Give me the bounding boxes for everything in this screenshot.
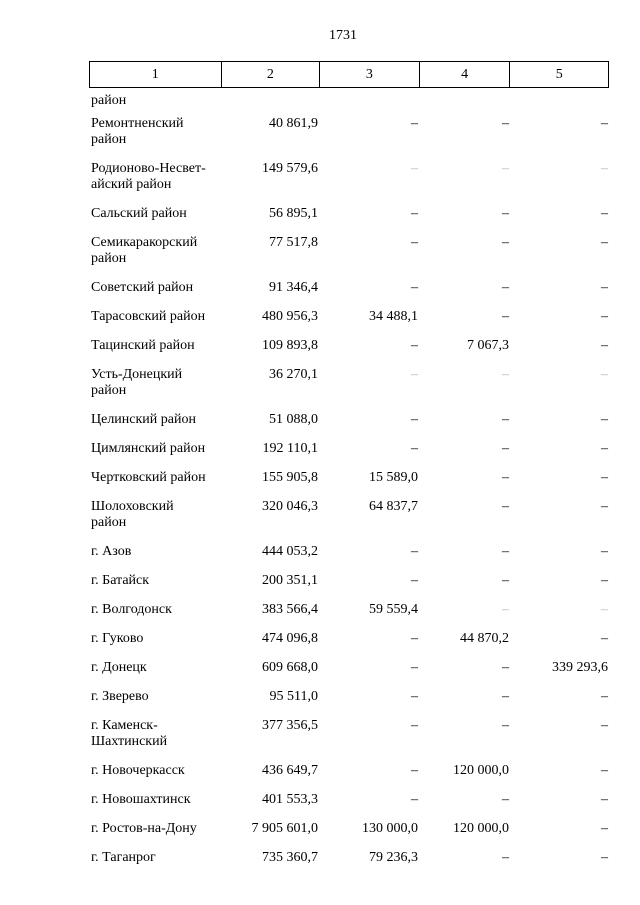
value-col-5: 339 293,6	[552, 660, 608, 675]
territory-name-line: Советский район	[91, 280, 194, 295]
territory-name-line: г. Батайск	[91, 573, 150, 588]
value-col-3: 34 488,1	[369, 309, 418, 324]
column-header-3: 3	[319, 62, 419, 87]
table-row	[89, 278, 609, 307]
value-col-3: –	[411, 631, 418, 646]
value-col-4: –	[502, 367, 509, 382]
territory-name-line: айский район	[91, 177, 172, 192]
territory-name-line: район	[91, 132, 127, 147]
value-col-5: –	[601, 470, 608, 485]
territory-name	[89, 850, 220, 877]
value-col-4: –	[502, 235, 509, 250]
value-col-4: –	[502, 850, 509, 865]
value-col-2: 320 046,3	[262, 499, 318, 514]
table-row	[89, 790, 609, 819]
value-col-2: 40 861,9	[269, 116, 318, 131]
value-col-5: –	[601, 441, 608, 456]
value-col-5: –	[601, 499, 608, 514]
table-row	[89, 571, 609, 600]
page-number: 1731	[329, 28, 357, 43]
value-col-4: –	[502, 573, 509, 588]
territory-name-line: Тарасовский район	[91, 309, 206, 324]
value-col-2: 609 668,0	[262, 660, 318, 675]
continuation-text: район	[91, 93, 127, 108]
value-col-5: –	[601, 338, 608, 353]
value-col-2: 149 579,6	[262, 161, 318, 176]
territory-name	[89, 602, 220, 629]
table-row	[89, 848, 609, 877]
table-row	[89, 687, 609, 716]
value-col-5: –	[601, 763, 608, 778]
table-row	[89, 159, 609, 204]
territory-name	[89, 792, 220, 819]
value-col-5: –	[601, 544, 608, 559]
territory-name-line: г. Каменск-	[91, 718, 158, 733]
value-col-5: –	[601, 631, 608, 646]
value-col-4: –	[502, 116, 509, 131]
table-row	[89, 114, 609, 159]
territory-name	[89, 338, 220, 365]
value-col-3: –	[411, 367, 418, 382]
value-col-3: –	[411, 412, 418, 427]
territory-name-line: Целинский район	[91, 412, 196, 427]
territory-name	[89, 441, 220, 468]
territory-name-line: Усть-Донецкий	[91, 367, 183, 382]
territory-name	[89, 660, 220, 687]
table-row	[89, 204, 609, 233]
value-col-4: 7 067,3	[467, 338, 509, 353]
value-col-4: –	[502, 441, 509, 456]
value-col-3: 59 559,4	[369, 602, 418, 617]
budget-table	[89, 61, 609, 877]
value-col-2: 200 351,1	[262, 573, 318, 588]
territory-name	[89, 631, 220, 658]
territory-name-line: г. Азов	[91, 544, 132, 559]
column-header-2: 2	[221, 62, 320, 87]
value-col-3: 79 236,3	[369, 850, 418, 865]
value-col-2: 155 905,8	[262, 470, 318, 485]
value-col-2: 401 553,3	[262, 792, 318, 807]
territory-name-line: Сальский район	[91, 206, 187, 221]
territory-name-line: район	[91, 251, 127, 266]
table-row	[89, 716, 609, 761]
table-row	[89, 307, 609, 336]
value-col-2: 377 356,5	[262, 718, 318, 733]
territory-name	[89, 309, 220, 336]
value-col-2: 735 360,7	[262, 850, 318, 865]
value-col-5: –	[601, 573, 608, 588]
table-row	[89, 600, 609, 629]
territory-name	[89, 116, 220, 159]
territory-name	[89, 470, 220, 497]
territory-name-line: Цимлянский район	[91, 441, 206, 456]
value-col-3: –	[411, 660, 418, 675]
territory-name-line: Чертковский район	[91, 470, 206, 485]
value-col-2: 91 346,4	[269, 280, 318, 295]
value-col-4: 44 870,2	[460, 631, 509, 646]
table-row	[89, 336, 609, 365]
value-col-3: 15 589,0	[369, 470, 418, 485]
value-col-5: –	[601, 602, 608, 617]
value-col-2: 474 096,8	[262, 631, 318, 646]
table-row	[89, 410, 609, 439]
value-col-5: –	[601, 280, 608, 295]
value-col-4: –	[502, 718, 509, 733]
value-col-4: –	[502, 280, 509, 295]
value-col-4: –	[502, 602, 509, 617]
value-col-3: –	[411, 441, 418, 456]
territory-name-line: Шолоховский	[91, 499, 174, 514]
value-col-3: 64 837,7	[369, 499, 418, 514]
value-col-3: –	[411, 573, 418, 588]
value-col-4: 120 000,0	[453, 821, 509, 836]
value-col-4: –	[502, 544, 509, 559]
value-col-4: –	[502, 660, 509, 675]
table-header	[89, 61, 609, 88]
value-col-5: –	[601, 367, 608, 382]
continuation-row	[89, 88, 609, 114]
column-header-1: 1	[151, 66, 159, 82]
territory-name	[89, 206, 220, 233]
value-col-4: –	[502, 161, 509, 176]
value-col-5: –	[601, 718, 608, 733]
table-row	[89, 761, 609, 790]
value-col-2: 436 649,7	[262, 763, 318, 778]
territory-name	[89, 573, 220, 600]
territory-name	[89, 412, 220, 439]
territory-name-line: г. Зверево	[91, 689, 149, 704]
value-col-2: 95 511,0	[269, 689, 318, 704]
territory-name-line: Ремонтненский	[91, 116, 184, 131]
territory-name-line: г. Ростов-на-Дону	[91, 821, 197, 836]
value-col-5: –	[601, 309, 608, 324]
territory-name-line: район	[91, 383, 127, 398]
table-row	[89, 819, 609, 848]
value-col-5: –	[601, 850, 608, 865]
value-col-5: –	[601, 689, 608, 704]
value-col-3: –	[411, 718, 418, 733]
value-col-2: 444 053,2	[262, 544, 318, 559]
value-col-2: 36 270,1	[269, 367, 318, 382]
value-col-4: –	[502, 470, 509, 485]
value-col-5: –	[601, 821, 608, 836]
value-col-4: –	[502, 412, 509, 427]
territory-name-line: Семикаракорский	[91, 235, 198, 250]
territory-name-line: г. Таганрог	[91, 850, 156, 865]
value-col-5: –	[601, 235, 608, 250]
territory-name	[89, 499, 220, 542]
territory-name	[89, 763, 220, 790]
territory-name-line: район	[91, 515, 127, 530]
value-col-3: –	[411, 280, 418, 295]
table-row	[89, 658, 609, 687]
value-col-4: –	[502, 206, 509, 221]
table-row	[89, 233, 609, 278]
table-row	[89, 439, 609, 468]
value-col-5: –	[601, 792, 608, 807]
territory-name-line: Тацинский район	[91, 338, 195, 353]
territory-name	[89, 235, 220, 278]
value-col-3: –	[411, 161, 418, 176]
territory-name-line: г. Донецк	[91, 660, 147, 675]
territory-name-line: Родионово-Несвет-	[91, 161, 206, 176]
territory-name-line: Шахтинский	[91, 734, 168, 749]
table-body	[89, 114, 609, 877]
territory-name	[89, 367, 220, 410]
value-col-3: –	[411, 689, 418, 704]
territory-name	[89, 161, 220, 204]
value-col-4: 120 000,0	[453, 763, 509, 778]
value-col-3: –	[411, 235, 418, 250]
table-row	[89, 629, 609, 658]
value-col-3: –	[411, 338, 418, 353]
value-col-3: 130 000,0	[362, 821, 418, 836]
value-col-2: 192 110,1	[262, 441, 318, 456]
column-header-4: 4	[419, 62, 510, 87]
value-col-5: –	[601, 161, 608, 176]
value-col-2: 51 088,0	[269, 412, 318, 427]
value-col-4: –	[502, 309, 509, 324]
territory-name	[89, 544, 220, 571]
territory-name-line: г. Новочеркасск	[91, 763, 185, 778]
value-col-3: –	[411, 544, 418, 559]
table-row	[89, 542, 609, 571]
table-row	[89, 497, 609, 542]
value-col-2: 480 956,3	[262, 309, 318, 324]
value-col-4: –	[502, 689, 509, 704]
territory-name	[89, 280, 220, 307]
territory-name-line: г. Гуково	[91, 631, 144, 646]
value-col-4: –	[502, 499, 509, 514]
value-col-3: –	[411, 116, 418, 131]
value-col-5: –	[601, 116, 608, 131]
value-col-3: –	[411, 206, 418, 221]
value-col-2: 77 517,8	[269, 235, 318, 250]
table-row	[89, 468, 609, 497]
value-col-4: –	[502, 792, 509, 807]
value-col-2: 56 895,1	[269, 206, 318, 221]
value-col-2: 109 893,8	[262, 338, 318, 353]
table-row	[89, 365, 609, 410]
territory-name	[89, 821, 220, 848]
column-header-5: 5	[509, 62, 608, 87]
value-col-3: –	[411, 763, 418, 778]
territory-name-line: г. Новошахтинск	[91, 792, 191, 807]
territory-name-line: г. Волгодонск	[91, 602, 172, 617]
value-col-5: –	[601, 206, 608, 221]
territory-name	[89, 718, 220, 761]
value-col-3: –	[411, 792, 418, 807]
value-col-5: –	[601, 412, 608, 427]
territory-name	[89, 689, 220, 716]
value-col-2: 383 566,4	[262, 602, 318, 617]
value-col-2: 7 905 601,0	[251, 821, 318, 836]
